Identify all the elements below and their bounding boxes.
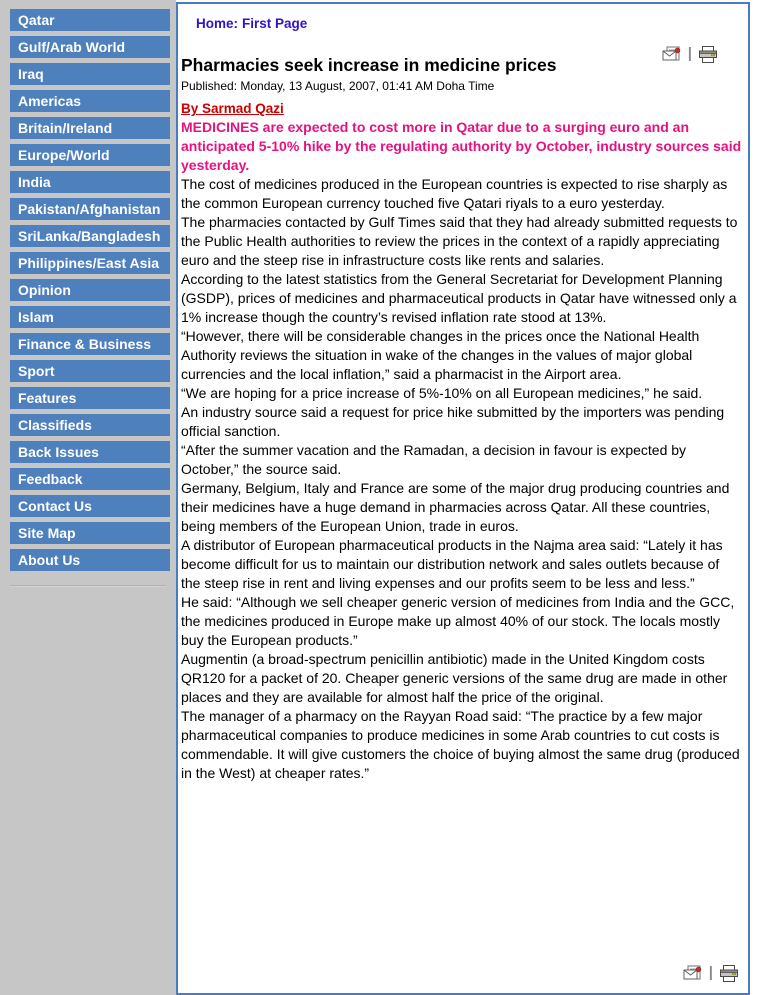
sidebar-divider — [10, 585, 166, 587]
article-paragraph: The cost of medicines produced in the European countries is expected to rise sharply as the common European currency touched five Qatari riyals to a euro yesterday. — [181, 176, 728, 211]
article-title: Pharmacies seek increase in medicine prices — [181, 55, 557, 75]
article-paragraph: “We are hoping for a price increase of 5%-10% on all European medicines,” he said. — [181, 385, 703, 401]
sidebar-item-india[interactable]: India — [10, 171, 170, 193]
sidebar-item-contact-us[interactable]: Contact Us — [10, 495, 170, 517]
breadcrumb-home-link[interactable]: Home: — [196, 16, 239, 31]
article-paragraph: According to the latest statistics from the General Secretariat for Development Planning (GSDP), prices of medicines and pharmaceutical products in Qatar have witnessed only a 1% increase though the country’s revised inflation rate stood at 13%. — [181, 271, 737, 325]
breadcrumb — [178, 4, 748, 31]
published-line: Published: Monday, 13 August, 2007, 01:41 AM Doha Time — [181, 79, 495, 93]
sidebar-item-gulf-arab-world[interactable]: Gulf/Arab World — [10, 36, 170, 58]
sidebar-item-americas[interactable]: Americas — [10, 90, 170, 112]
article-paragraph: He said: “Although we sell cheaper generic version of medicines from India and the GCC, the medicines produced in Europe make up almost 40% of our stock. The locals mostly buy the European products.” — [181, 594, 735, 648]
sidebar-item-feedback[interactable]: Feedback — [10, 468, 170, 490]
sidebar-item-britain-ireland[interactable]: Britain/Ireland — [10, 117, 170, 139]
byline-link[interactable]: By Sarmad Qazi — [181, 101, 284, 116]
sidebar-item-iraq[interactable]: Iraq — [10, 63, 170, 85]
sidebar-item-site-map[interactable]: Site Map — [10, 522, 170, 544]
sidebar-item-sport[interactable]: Sport — [10, 360, 170, 382]
article-actions-top — [662, 44, 719, 64]
article-paragraph: A distributor of European pharmaceutical products in the Najma area said: “Lately it has become difficult for us to maintain our distribution network and sales outlets because of the steep rise in rent and living expenses and our profits seem to be less and less.” — [181, 537, 723, 591]
sidebar-item-pakistan-afghanistan[interactable]: Pakistan/Afghanistan — [10, 198, 170, 220]
icon-separator: | — [708, 964, 713, 981]
sidebar-item-finance-business[interactable]: Finance & Business — [10, 333, 170, 355]
article-body — [178, 55, 748, 783]
article-paragraph: The manager of a pharmacy on the Rayyan Road said: “The practice by a few major pharmaceutical companies to produce medicines in some Arab countries to cut costs is commendable. It will give customers the choice of buying almost the same drug (produced in the West) at cheaper rates.” — [181, 708, 740, 781]
article-panel — [176, 2, 750, 995]
sidebar — [0, 0, 176, 995]
sidebar-item-srilanka-bangladesh[interactable]: SriLanka/Bangladesh — [10, 225, 170, 247]
article-paragraph: The pharmacies contacted by Gulf Times said that they had already submitted requests to the Public Health authorities to review the prices in the context of a rapidly appreciating euro and the steep rise in infrastructure costs like rents and salaries. — [181, 214, 738, 268]
sidebar-item-europe-world[interactable]: Europe/World — [10, 144, 170, 166]
sidebar-item-back-issues[interactable]: Back Issues — [10, 441, 170, 463]
article-actions-bottom — [683, 963, 740, 983]
sidebar-item-philippines-east-asia[interactable]: Philippines/East Asia — [10, 252, 170, 274]
article-paragraph: “However, there will be considerable changes in the prices once the National Health Authority reviews the situation in wake of the changes in the values of major global currencies and the local inflation,” said a pharmacist in the Airport area. — [181, 328, 700, 382]
article-lead: MEDICINES are expected to cost more in Qatar due to a surging euro and an anticipated 5-10% hike by the regulating authority by October, industry sources said yesterday. — [181, 119, 742, 173]
article-paragraph: Germany, Belgium, Italy and France are some of the major drug producing countries and their medicines have a huge demand in pharmacies across Qatar. All these countries, being members of the European Union, trade in euros. — [181, 480, 730, 534]
sidebar-item-about-us[interactable]: About Us — [10, 549, 170, 571]
article-paragraph: “After the summer vacation and the Ramadan, a decision in favour is expected by October,” the source said. — [181, 442, 687, 477]
article-paragraph: An industry source said a request for price hike submitted by the importers was pending official sanction. — [181, 404, 725, 439]
article-paragraph: Augmentin (a broad-spectrum penicillin antibiotic) made in the United Kingdom costs QR120 for a packet of 20. Cheaper generic versions of the same drug are made in other places and they are available for almost half the price of the original. — [181, 651, 728, 705]
sidebar-item-islam[interactable]: Islam — [10, 306, 170, 328]
sidebar-item-qatar[interactable]: Qatar — [10, 9, 170, 31]
sidebar-item-features[interactable]: Features — [10, 387, 170, 409]
print-icon[interactable] — [698, 46, 719, 63]
breadcrumb-page-link[interactable]: First Page — [242, 16, 308, 31]
print-icon[interactable] — [719, 965, 740, 982]
email-icon[interactable] — [683, 965, 703, 981]
sidebar-item-opinion[interactable]: Opinion — [10, 279, 170, 301]
sidebar-item-classifieds[interactable]: Classifieds — [10, 414, 170, 436]
email-icon[interactable] — [662, 46, 682, 62]
icon-separator: | — [687, 45, 692, 62]
